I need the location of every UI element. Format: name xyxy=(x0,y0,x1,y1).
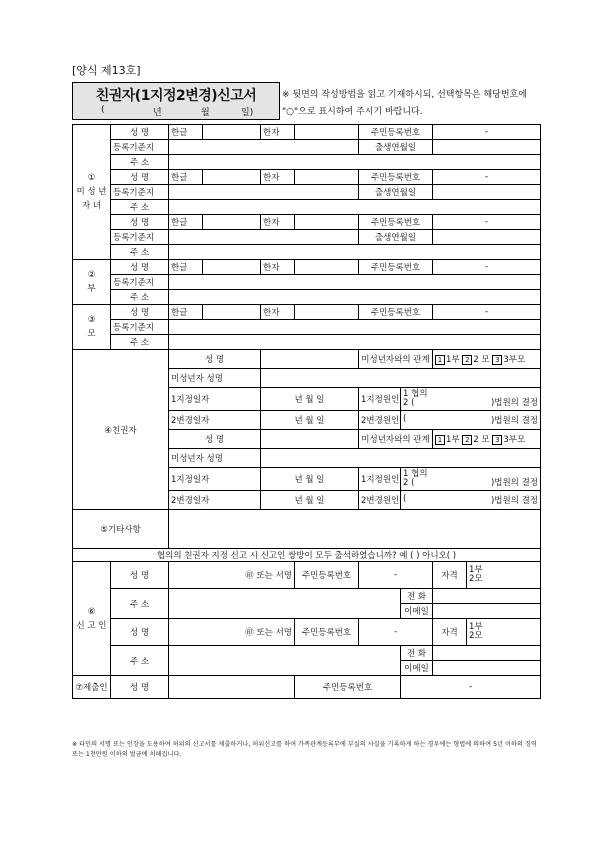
date-day[interactable]: 일) xyxy=(241,108,254,118)
option-box-icon: 2 xyxy=(462,435,472,445)
relation-mother-option[interactable]: 2 모 xyxy=(473,435,490,445)
guardian2-designate-date-label: 1지정일자 xyxy=(169,468,261,491)
submitter-label: ⑦제출인 xyxy=(73,676,111,699)
guardian2-minor-name-label: 미성년자 성명 xyxy=(169,449,261,468)
reporter1-qualification-label: 자격 xyxy=(433,562,467,589)
guardian2-change-date-label: 2변경일자 xyxy=(169,491,261,510)
agreement-option[interactable]: 1 협의 xyxy=(403,469,428,479)
father-rrn-label: 주민등록번호 xyxy=(359,260,433,275)
date-open: ( xyxy=(101,105,105,115)
child3-rrn-label: 주민등록번호 xyxy=(359,215,433,230)
mother-name-label: 성 명 xyxy=(111,305,169,320)
guardian2-relation-label: 미성년자와의 관계 xyxy=(359,430,433,449)
date-month[interactable]: 월 xyxy=(201,108,210,118)
option-box-icon: 2 xyxy=(462,355,472,365)
child3-rrn-field[interactable]: - xyxy=(433,215,541,230)
guardian1-name-field[interactable] xyxy=(261,350,359,369)
court-decision-text: )법원의 결정 xyxy=(490,496,539,506)
reporter1-address-label: 주 소 xyxy=(111,589,169,619)
father-address-label: 주 소 xyxy=(111,290,169,305)
guardian1-change-date-field[interactable]: 년 월 일 xyxy=(261,411,359,430)
agreement-option[interactable]: 1 협의 xyxy=(403,389,428,399)
guardian1-change-reason-field[interactable] xyxy=(401,411,541,430)
guardian2-change-date-field[interactable]: 년 월 일 xyxy=(261,491,359,510)
guardian1-designate-date-field[interactable]: 년 월 일 xyxy=(261,388,359,411)
child2-reg-base-label: 등록기준지 xyxy=(111,185,169,200)
submitter-name-field[interactable] xyxy=(169,676,295,699)
other-matters-field[interactable] xyxy=(169,510,541,549)
reporter2-address-label: 주 소 xyxy=(111,646,169,676)
guardian2-change-reason-field[interactable] xyxy=(401,491,541,510)
reporter-label: 신 고 인 xyxy=(76,620,107,631)
child3-hanja-field[interactable] xyxy=(295,215,359,230)
reporter1-name-field[interactable]: ㊞ 또는 서명 xyxy=(169,562,295,589)
relation-both-option[interactable]: 3부모 xyxy=(503,435,526,445)
mother-reg-base-field[interactable] xyxy=(169,320,541,335)
form-type-label: [양식 제13호] xyxy=(72,64,141,77)
child2-rrn-field[interactable]: - xyxy=(433,170,541,185)
court-decision-text: )법원의 결정 xyxy=(490,416,539,426)
mother-address-label: 주 소 xyxy=(111,335,169,350)
relation-father-option[interactable]: 1부 xyxy=(446,435,460,445)
child3-address-field[interactable] xyxy=(169,245,541,260)
qualification-mother-option[interactable]: 2모 xyxy=(469,631,483,641)
child3-name-label: 성 명 xyxy=(111,215,169,230)
penalty-footnote: ※ 타인의 서명 또는 인장을 도용하여 허위의 신고서를 제출하거나, 허위신고를 하여 가족관계등록부에 부실의 사실을 기록하게 하는 경우에는 형법에 의하여 5년 이하의 징역 또는 1천만원 이하의 벌금에 처해집니다. xyxy=(72,741,537,758)
relation-both-option[interactable]: 3부모 xyxy=(503,355,526,365)
report-form-table xyxy=(72,124,541,699)
reporter2-rrn-field[interactable]: - xyxy=(359,619,433,646)
mother-rrn-field[interactable]: - xyxy=(433,305,541,320)
instruction-note: ※ 뒷면의 작성방법을 읽고 기재하시되, 선택항목은 해당번호에 "○"으로 표시하여 주시기 바랍니다. xyxy=(282,90,527,117)
reporter2-phone-label: 전 화 xyxy=(401,646,433,661)
guardian2-change-reason-label: 2변경원인 xyxy=(359,491,401,510)
date-year[interactable]: 년 xyxy=(153,108,162,118)
child2-hanja-field[interactable] xyxy=(295,170,359,185)
guardian1-change-date-label: 2변경일자 xyxy=(169,411,261,430)
guardian1-designate-reason-label: 1지정원인 xyxy=(359,388,401,411)
child1-address-field[interactable] xyxy=(169,155,541,170)
guardian1-designate-date-label: 1지정일자 xyxy=(169,388,261,411)
father-reg-base-field[interactable] xyxy=(169,275,541,290)
submitter-name-label: 성 명 xyxy=(111,676,169,699)
reporter1-phone-field[interactable] xyxy=(433,589,541,604)
reporter2-name-label: 성 명 xyxy=(111,619,169,646)
relation-mother-option[interactable]: 2 모 xyxy=(473,355,490,365)
child2-birth-label: 출생연월일 xyxy=(359,185,433,200)
child3-address-label: 주 소 xyxy=(111,245,169,260)
guardian1-relation-options[interactable] xyxy=(433,350,541,369)
child1-reg-base-label: 등록기준지 xyxy=(111,140,169,155)
reporter1-rrn-label: 주민등록번호 xyxy=(295,562,359,589)
child2-rrn-label: 주민등록번호 xyxy=(359,170,433,185)
guardian1-name-label: 성 명 xyxy=(169,350,261,369)
reporter1-name-label: 성 명 xyxy=(111,562,169,589)
court-decision-text: )법원의 결정 xyxy=(490,478,539,488)
reporter-number: ⑥ xyxy=(87,606,96,617)
qualification-mother-option[interactable]: 2모 xyxy=(469,574,483,584)
guardian2-name-label: 성 명 xyxy=(169,430,261,449)
father-number: ② xyxy=(87,270,96,280)
child3-korean-label: 한글 xyxy=(169,215,203,230)
form-title-box xyxy=(72,82,280,120)
mother-rrn-label: 주민등록번호 xyxy=(359,305,433,320)
reporter2-email-label: 이메일 xyxy=(401,661,433,676)
mother-header xyxy=(73,305,111,350)
child2-birth-field[interactable] xyxy=(433,185,541,200)
child1-hanja-field[interactable] xyxy=(295,125,359,140)
father-hanja-field[interactable] xyxy=(295,260,359,275)
child1-rrn-label: 주민등록번호 xyxy=(359,125,433,140)
reporter2-qualification-label: 자격 xyxy=(433,619,467,646)
child1-korean-field[interactable] xyxy=(203,125,261,140)
reporter1-phone-label: 전 화 xyxy=(401,589,433,604)
guardian2-name-field[interactable] xyxy=(261,430,359,449)
child3-korean-field[interactable] xyxy=(203,215,261,230)
court-option[interactable]: 2 ( xyxy=(403,398,415,408)
option-box-icon: 1 xyxy=(435,355,445,365)
reporter1-rrn-field[interactable]: - xyxy=(359,562,433,589)
father-rrn-field[interactable]: - xyxy=(433,260,541,275)
guardian2-designate-reason-field[interactable] xyxy=(401,468,541,491)
mother-label: 모 xyxy=(87,329,96,339)
mother-hanja-label: 한자 xyxy=(261,305,295,320)
child2-reg-base-field[interactable] xyxy=(169,185,359,200)
reporter2-phone-field[interactable] xyxy=(433,646,541,661)
guardian1-designate-reason-field[interactable] xyxy=(401,388,541,411)
child3-birth-label: 출생연월일 xyxy=(359,230,433,245)
child1-address-label: 주 소 xyxy=(111,155,169,170)
guardian1-minor-name-label: 미성년자 성명 xyxy=(169,369,261,388)
minor-child-label: 미 성 년 자 녀 xyxy=(76,187,107,211)
father-header xyxy=(73,260,111,305)
child2-address-field[interactable] xyxy=(169,200,541,215)
mother-address-field[interactable] xyxy=(169,335,541,350)
qualification-father-option[interactable]: 1부 xyxy=(469,622,483,632)
form-title: 친권자(1지정2변경)신고서 xyxy=(95,88,257,104)
mother-korean-field[interactable] xyxy=(203,305,261,320)
guardian1-relation-label: 미성년자와의 관계 xyxy=(359,350,433,369)
other-matters-label: ⑤기타사항 xyxy=(73,510,169,549)
child2-hanja-label: 한자 xyxy=(261,170,295,185)
reporter2-email-field[interactable] xyxy=(433,661,541,676)
option-box-icon: 3 xyxy=(492,355,502,365)
father-label: 부 xyxy=(87,284,96,294)
father-reg-base-label: 등록기준지 xyxy=(111,275,169,290)
child3-birth-field[interactable] xyxy=(433,230,541,245)
court-open-paren: ( xyxy=(403,414,407,424)
minor-child-header xyxy=(73,125,111,260)
reporter2-rrn-label: 주민등록번호 xyxy=(295,619,359,646)
child1-hanja-label: 한자 xyxy=(261,125,295,140)
reporter1-address-field[interactable] xyxy=(169,589,401,619)
submitter-rrn-label: 주민등록번호 xyxy=(295,676,401,699)
court-decision-text: )법원의 결정 xyxy=(490,398,539,408)
court-open-paren: ( xyxy=(403,494,407,504)
guardian1-minor-name-field[interactable] xyxy=(261,369,541,388)
mother-number: ③ xyxy=(87,315,96,325)
guardian2-designate-reason-label: 1지정원인 xyxy=(359,468,401,491)
child3-reg-base-field[interactable] xyxy=(169,230,359,245)
child1-rrn-field[interactable]: - xyxy=(433,125,541,140)
child2-name-label: 성 명 xyxy=(111,170,169,185)
father-hanja-label: 한자 xyxy=(261,260,295,275)
relation-father-option[interactable]: 1부 xyxy=(446,355,460,365)
child2-address-label: 주 소 xyxy=(111,200,169,215)
guardian2-relation-options[interactable] xyxy=(433,430,541,449)
reporter1-qualification-options[interactable] xyxy=(467,562,541,589)
guardian2-minor-name-field[interactable] xyxy=(261,449,541,468)
child1-name-label: 성 명 xyxy=(111,125,169,140)
child2-korean-label: 한글 xyxy=(169,170,203,185)
mother-hanja-field[interactable] xyxy=(295,305,359,320)
father-korean-label: 한글 xyxy=(169,260,203,275)
child1-korean-label: 한글 xyxy=(169,125,203,140)
reporter-header xyxy=(73,562,111,676)
guardian1-change-reason-label: 2변경원인 xyxy=(359,411,401,430)
guardian-header: ④친권자 xyxy=(73,350,169,510)
child1-reg-base-field[interactable] xyxy=(169,140,359,155)
court-option[interactable]: 2 ( xyxy=(403,478,415,488)
reporter1-email-field[interactable] xyxy=(433,604,541,619)
minor-child-number: ① xyxy=(87,173,96,183)
reporter1-email-label: 이메일 xyxy=(401,604,433,619)
child3-reg-base-label: 등록기준지 xyxy=(111,230,169,245)
father-name-label: 성 명 xyxy=(111,260,169,275)
option-box-icon: 3 xyxy=(492,435,502,445)
submitter-rrn-field[interactable]: - xyxy=(401,676,541,699)
child3-hanja-label: 한자 xyxy=(261,215,295,230)
child2-korean-field[interactable] xyxy=(203,170,261,185)
option-box-icon: 1 xyxy=(435,435,445,445)
reporter2-address-field[interactable] xyxy=(169,646,401,676)
reporter2-name-field[interactable]: ㊞ 또는 서명 xyxy=(169,619,295,646)
child1-birth-field[interactable] xyxy=(433,140,541,155)
guardian2-designate-date-field[interactable]: 년 월 일 xyxy=(261,468,359,491)
father-address-field[interactable] xyxy=(169,290,541,305)
child1-birth-label: 출생연월일 xyxy=(359,140,433,155)
qualification-father-option[interactable]: 1부 xyxy=(469,565,483,575)
father-korean-field[interactable] xyxy=(203,260,261,275)
reporter2-qualification-options[interactable] xyxy=(467,619,541,646)
attendance-question[interactable]: 협의의 친권자 지정 신고 시 신고인 쌍방이 모두 출석하였습니까? 예 ( ) 아니오( ) xyxy=(73,549,541,562)
mother-reg-base-label: 등록기준지 xyxy=(111,320,169,335)
mother-korean-label: 한글 xyxy=(169,305,203,320)
